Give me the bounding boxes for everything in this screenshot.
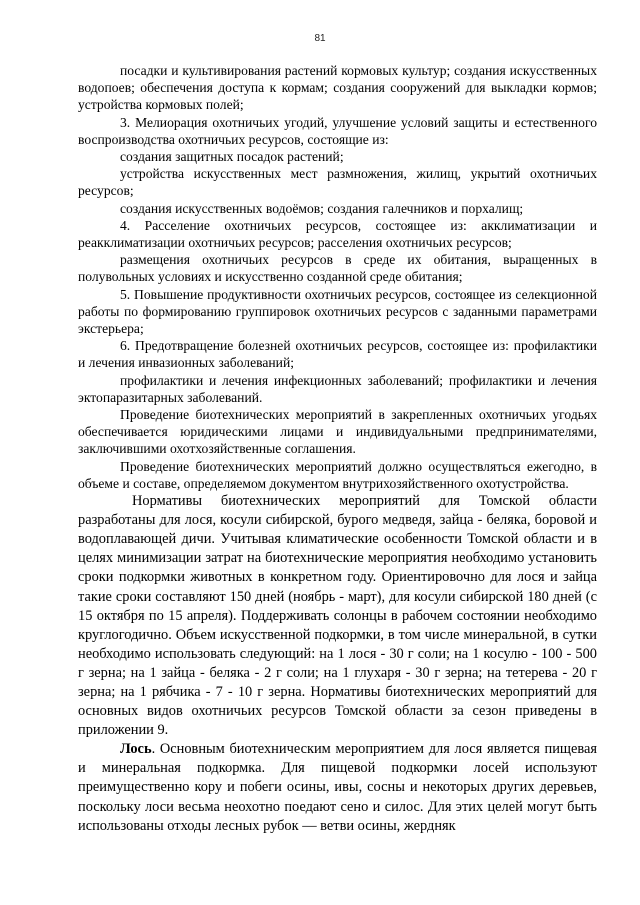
- paragraph: создания искусственных водоёмов; создания галечников и порхалищ;: [120, 200, 524, 216]
- paragraph: 5. Повышение продуктивности охотничьих ресурсов, состоящее из селекционной работы по формированию группировок охотничьих ресурсов с заданными параметрами экстерьера;: [78, 286, 597, 337]
- paragraph: Проведение биотехнических мероприятий должно осуществляться ежегодно, в объеме и составе, определяемом документом внутрихозяйственного охотустройства.: [78, 458, 597, 491]
- bold-lead-term: Лось: [120, 741, 152, 758]
- paragraph: Проведение биотехнических мероприятий в закрепленных охотничьих угодьях обеспечивается юридическими лицами и индивидуальными предпринимателями, заключившими охотхозяйственные соглашения.: [78, 407, 597, 457]
- document-body: [78, 62, 597, 836]
- paragraph: 3. Мелиорация охотничьих угодий, улучшение условий защиты и естественного воспроизводства охотничьих ресурсов, состоящие из:: [78, 114, 597, 147]
- paragraph-text: . Основным биотехническим мероприятием для лося является пищевая и минеральная подкормка. Для пищевой подкормки лосей используют преимущественно кору и побеги осины, ивы, сосны и некоторых других деревьев, поскольку лоси весьма неохотно поедают сено и силос. Для этих целей могут быть использованы отходы лесных рубок — ветви осины, жердняк: [78, 741, 597, 834]
- paragraph: 4. Расселение охотничьих ресурсов, состоящее из: акклиматизации и реакклиматизации охотничьих ресурсов; расселения охотничьих ресурсов;: [78, 217, 597, 251]
- paragraph: размещения охотничьих ресурсов в среде их обитания, выращенных в полувольных условиях и искусственно созданной среде обитания;: [78, 252, 597, 285]
- paragraph: устройства искусственных мест размножения, жилищ, укрытий охотничьих ресурсов;: [78, 166, 597, 199]
- paragraph: 6. Предотвращение болезней охотничьих ресурсов, состоящее из: профилактики и лечения инвазионных заболеваний;: [78, 338, 597, 371]
- paragraph: Нормативы биотехнических мероприятий для Томской области разработаны для лося, косули сибирской, бурого медведя, зайца - беляка, боровой и водоплавающей дичи. Учитывая климатические особенности Томской области и в целях минимизации затрат на биотехнические мероприятия необходимо установить сроки подкормки животных в конкретном году. Ориентировочно для лося и зайца такие сроки составляют 150 дней (ноябрь - март), для косули сибирской 180 дней (с 15 октября по 15 апреля). Поддерживать солонцы в рабочем состоянии необходимо круглогодично. Объем искусственной подкормки, в том числе минеральной, в сутки необходимо использовать следующий: на 1 лося - 30 г соли; на 1 косулю - 100 - 500 г зерна; на 1 зайца - беляка - 2 г соли; на 1 глухаря - 30 г зерна; на тетерева - 20 г зерна; на 1 рябчика - 7 - 10 г зерна. Нормативы биотехнических мероприятий для основных видов охотничьих ресурсов Томской области за сезон приведены в приложении 9.: [78, 493, 597, 739]
- paragraph: [78, 740, 597, 835]
- paragraph: создания защитных посадок растений;: [120, 149, 344, 165]
- paragraph: профилактики и лечения инфекционных заболеваний; профилактики и лечения эктопаразитарных заболеваний.: [78, 372, 597, 405]
- paragraph: посадки и культивирования растений кормовых культур; создания искусственных водопоев; обеспечения доступа к кормам; создания сооружений для выкладки кормов; устройства кормовых полей;: [78, 63, 597, 113]
- page-number: 81: [314, 33, 326, 44]
